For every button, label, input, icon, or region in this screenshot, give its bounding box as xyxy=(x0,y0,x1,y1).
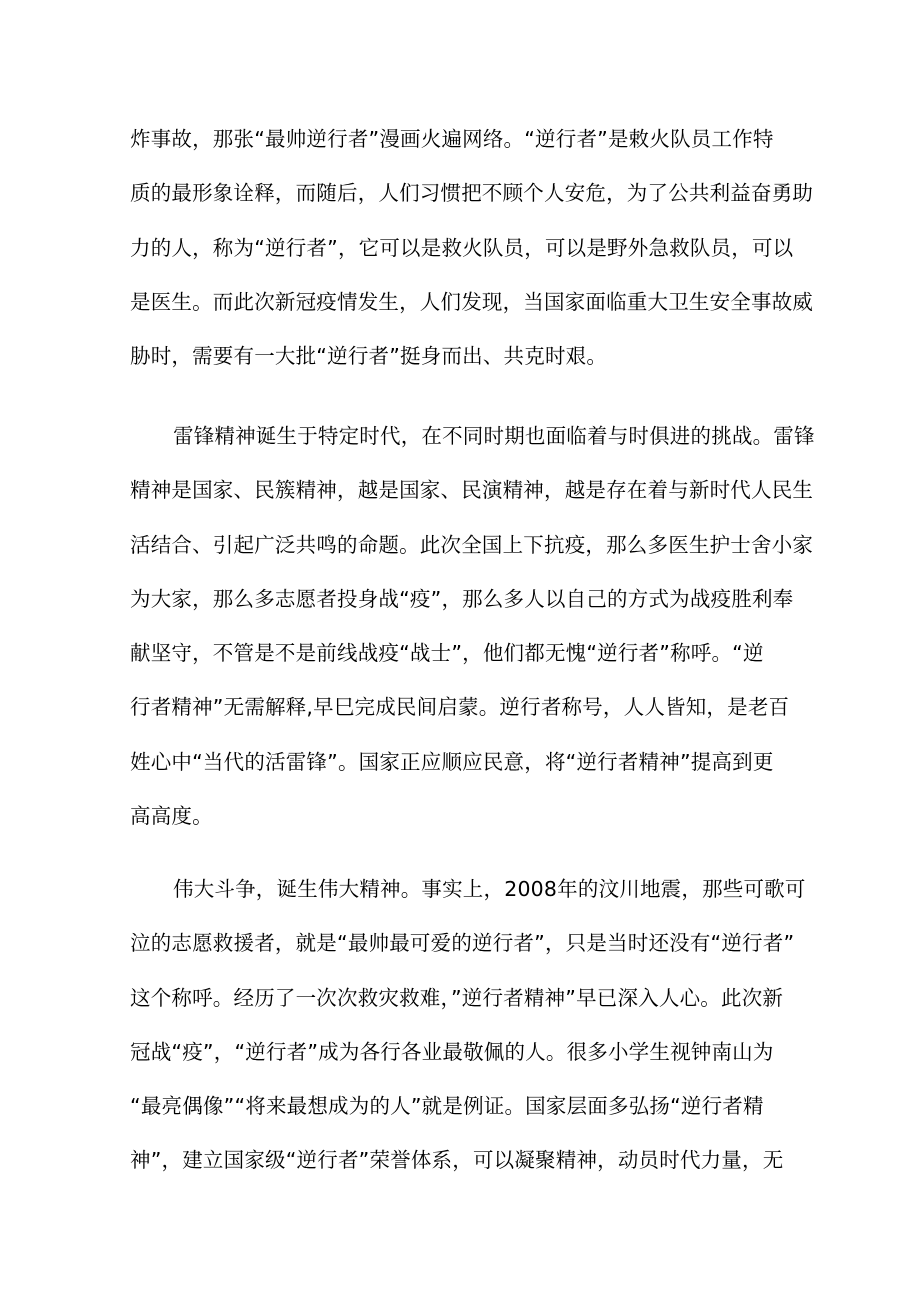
paragraph-1 xyxy=(130,112,814,383)
paragraph-3 xyxy=(130,862,810,1188)
text-line: 泣的志愿救援者，就是“最帅最可爱的逆行者”，只是当时还没有“逆行者” xyxy=(130,931,795,956)
text-line: 神”，建立国家级“逆行者”荣誉体系，可以凝聚精神，动员时代力量，无 xyxy=(130,1148,784,1173)
text-line: 姓心中“当代的活雷锋”。国家正应顺应民意，将“逆行者精神”提高到更 xyxy=(130,749,774,774)
text-line: “最亮偶像”“将来最想成为的人”就是例证。国家层面多弘扬“逆行者精 xyxy=(130,1094,764,1119)
text-line: 炸事故，那张“最帅逆行者”漫画火遍网络。“逆行者”是敕火队员工作特 xyxy=(130,127,774,151)
text-line: 高高度。 xyxy=(130,804,213,829)
text-line: 是医生。而此次新冠疫情发生，人们发现，当国家面临重大卫生安全事故威 xyxy=(130,289,814,314)
text-line: 胁时，需要有一大批“逆行者”挺身而出、共克时艰。 xyxy=(130,344,608,369)
text-line: 活结合、引起广泛共鸣的命题。此次全国上下抗疫，那么多医生护士舍小家 xyxy=(130,532,814,557)
text-line: 冠战“疫”，“逆行者”成为各行各业最敬佩的人。很多小学生视钟南山为 xyxy=(130,1039,774,1064)
text-line: 质的最形象诠释，而随后，人们习惯把不顾个人安危，为了公共利益奋勇助 xyxy=(130,181,814,206)
text-line: 这个称呼。经历了一次次救灾救难，”逆行者精神”早已深入人心。此次新 xyxy=(130,985,784,1010)
text-line: 雷锋精神诞生于特定时代，在不同时期也面临着与时俱进的挑战。雷锋 xyxy=(173,424,815,448)
text-line: 为大家，那么多志愿者投身战“疫”，那么多人以自己的方式为战疫胜利奉 xyxy=(130,586,794,611)
text-line: 伟大斗争，诞生伟大精神。事实上，2008年的汶川地震，那些可歌可 xyxy=(173,877,806,901)
text-line: 行者精神”无需解释,早巳完成民间启蒙。逆行者称号，人人皆知，是老百 xyxy=(130,695,790,720)
paragraph-2 xyxy=(130,409,815,843)
text-line: 精神是国家、民簇精神，越是国家、民演精神，越是存在着与新时代人民生 xyxy=(130,478,814,503)
text-line: 力的人，称为“逆行者”，它可以是救火队员，可以是野外急救队员，可以 xyxy=(130,235,794,260)
text-line: 献坚守，不管是不是前线战疫“战士”，他们都无愧“逆行者”称呼。“逆 xyxy=(130,641,764,666)
